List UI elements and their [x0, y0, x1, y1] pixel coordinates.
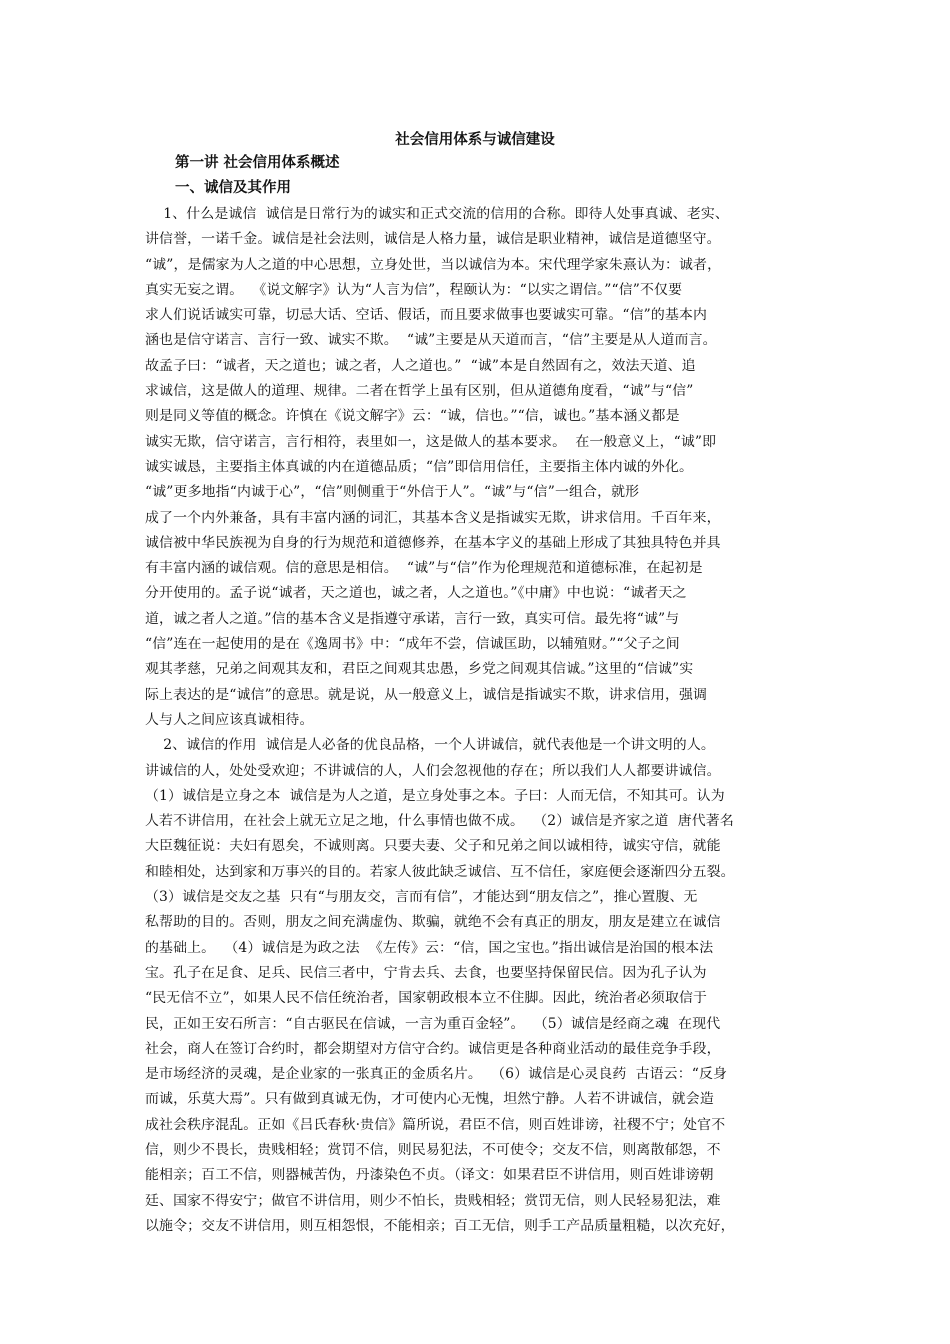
- text-line: 宝。孔子在足食、足兵、民信三者中，宁肯去兵、去食，也要坚持保留民信。因为孔子认为: [145, 964, 707, 981]
- text-line: 成社会秩序混乱。正如《吕氏春秋·贵信》篇所说，君臣不信，则百姓诽谤，社稷不宁；处官不: [145, 1116, 726, 1133]
- text-line: 以施令；交友不讲信用，则互相怨恨，不能相亲；百工无信，则手工产品质量粗糙，以次充好，: [145, 1217, 735, 1234]
- text-line: 故孟子曰：“诚者，天之道也；诚之者，人之道也。” “诚”本是自然固有之，效法天道、追: [145, 357, 696, 374]
- text-line: （1）诚信是立身之本 诚信是为人之道，是立身处事之本。子曰：人而无信，不知其可。认为: [145, 787, 725, 804]
- text-line: （3）诚信是交友之基 只有“与朋友交，言而有信”，才能达到“朋友信之”，推心置腹、无: [145, 889, 698, 906]
- text-line: 分开使用的。孟子说“诚者，天之道也，诚之者，人之道也。”《中庸》中也说：“诚者天之: [145, 585, 687, 602]
- text-line: 民，正如王安石所言：“自古驱民在信诚，一言为重百金轻”。 （5）诚信是经商之魂 在现代: [145, 1015, 721, 1032]
- text-line: 际上表达的是“诚信”的意思。就是说，从一般意义上，诚信是指诚实不欺，讲求信用，强调: [145, 686, 708, 703]
- text-line: “民无信不立”，如果人民不信任统治者，国家朝政根本立不住脚。因此，统治者必须取信于: [145, 990, 708, 1007]
- text-line: 则是同义等值的概念。许慎在《说文解字》云：“诚，信也。”“信，诚也。”基本涵义都是: [145, 408, 680, 425]
- lecture-heading: 第一讲 社会信用体系概述: [175, 154, 340, 171]
- text-line: 讲诚信的人，处处受欢迎；不讲诚信的人，人们会忽视他的存在；所以我们人人都要讲诚信。: [145, 762, 721, 779]
- text-line: 诚实诚恳，主要指主体真诚的内在道德品质；“信”即信用信任，主要指主体内诚的外化。: [145, 458, 694, 475]
- text-line: 能相亲；百工不信，则器械苦伪，丹漆染色不贞。（译文：如果君臣不讲信用，则百姓诽谤朝: [145, 1167, 714, 1184]
- text-line: 诚信被中华民族视为自身的行为规范和道德修养，在基本字义的基础上形成了其独具特色并具: [145, 534, 721, 551]
- text-line: 1、什么是诚信 诚信是日常行为的诚实和正式交流的信用的合称。即待人处事真诚、老实、: [145, 206, 729, 222]
- text-line: 而诚，乐莫大焉”。只有做到真诚无伪，才可使内心无愧，坦然宁静。人若不讲诚信，就会造: [145, 1091, 714, 1108]
- text-line: 社会，商人在签订合约时，都会期望对方信守合约。诚信更是各种商业活动的最佳竞争手段，: [145, 1040, 721, 1057]
- text-line: 有丰富内涵的诚信观。信的意思是相信。 “诚”与“信”作为伦理规范和道德标准，在起初是: [145, 560, 703, 577]
- text-line: 私帮助的目的。否则，朋友之间充满虚伪、欺骗，就绝不会有真正的朋友，朋友是建立在诚信: [145, 914, 721, 931]
- text-line: 人若不讲信用，在社会上就无立足之地，什么事情也做不成。 （2）诚信是齐家之道 唐代著名: [145, 813, 734, 830]
- text-line: 是市场经济的灵魂，是企业家的一张真正的金质名片。 （6）诚信是心灵良药 古语云：“反身: [145, 1066, 728, 1083]
- section-heading: 一、诚信及其作用: [175, 179, 291, 196]
- text-line: 观其孝慈，兄弟之间观其友和，君臣之间观其忠愚，乡党之间观其信诚。”这里的“信诚”实: [145, 661, 694, 678]
- text-line: 人与人之间应该真诚相待。: [145, 711, 314, 728]
- document-title: 社会信用体系与诚信建设: [395, 131, 555, 148]
- text-line: 道，诚之者人之道。”信的基本含义是指遵守承诺，言行一致，真实可信。最先将“诚”与: [145, 610, 680, 627]
- text-line: 廷、国家不得安宁；做官不讲信用，则少不怕长，贵贱相轻；赏罚无信，则人民轻易犯法，难: [145, 1192, 721, 1209]
- text-line: 的基础上。 （4）诚信是为政之法 《左传》云：“信，国之宝也。”指出诚信是治国的根本法: [145, 939, 714, 956]
- text-line: 诚实无欺，信守诺言，言行相符，表里如一，这是做人的基本要求。 在一般意义上，“诚”即: [145, 433, 717, 450]
- text-line: 大臣魏征说：夫妇有恩矣，不诚则离。只要夫妻、父子和兄弟之间以诚相待，诚实守信，就能: [145, 838, 721, 855]
- text-line: 求人们说话诚实可靠，切忌大话、空话、假话，而且要求做事也要诚实可靠。“信”的基本内: [145, 307, 708, 324]
- text-line: 涵也是信守诺言、言行一致、诚实不欺。 “诚”主要是从天道而言，“信”主要是从人道而言。: [145, 332, 717, 349]
- text-line: 成了一个内外兼备，具有丰富内涵的词汇，其基本含义是指诚实无欺，讲求信用。千百年来，: [145, 509, 721, 526]
- body-text: [145, 202, 817, 1239]
- text-line: 求诚信，这是做人的道理、规律。二者在哲学上虽有区别，但从道德角度看，“诚”与“信”: [145, 383, 694, 400]
- text-line: 2、诚信的作用 诚信是人必备的优良品格，一个人讲诚信，就代表他是一个讲文明的人。: [145, 737, 715, 754]
- text-line: 真实无妄之谓。 《说文解字》认为“人言为信”，程颐认为：“以实之谓信。”“信”不仅要: [145, 281, 683, 298]
- text-line: “信”连在一起使用的是在《逸周书》中：“成年不尝，信诚匡助，以辅殖财。”“父子之间: [145, 636, 680, 653]
- text-line: 和睦相处，达到家和万事兴的目的。若家人彼此缺乏诚信、互不信任，家庭便会逐渐四分五裂。: [145, 863, 735, 880]
- text-line: “诚”，是儒家为人之道的中心思想，立身处世，当以诚信为本。宋代理学家朱熹认为：诚者，: [145, 256, 722, 273]
- text-line: 讲信誉，一诺千金。诚信是社会法则，诚信是人格力量，诚信是职业精神，诚信是道德坚守。: [145, 231, 721, 248]
- text-line: 信，则少不畏长，贵贱相轻；赏罚不信，则民易犯法，不可使令；交友不信，则离散郁怨，不: [145, 1141, 721, 1158]
- text-line: “诚”更多地指“内诚于心”，“信”则侧重于“外信于人”。“诚”与“信”一组合，就形: [145, 484, 640, 501]
